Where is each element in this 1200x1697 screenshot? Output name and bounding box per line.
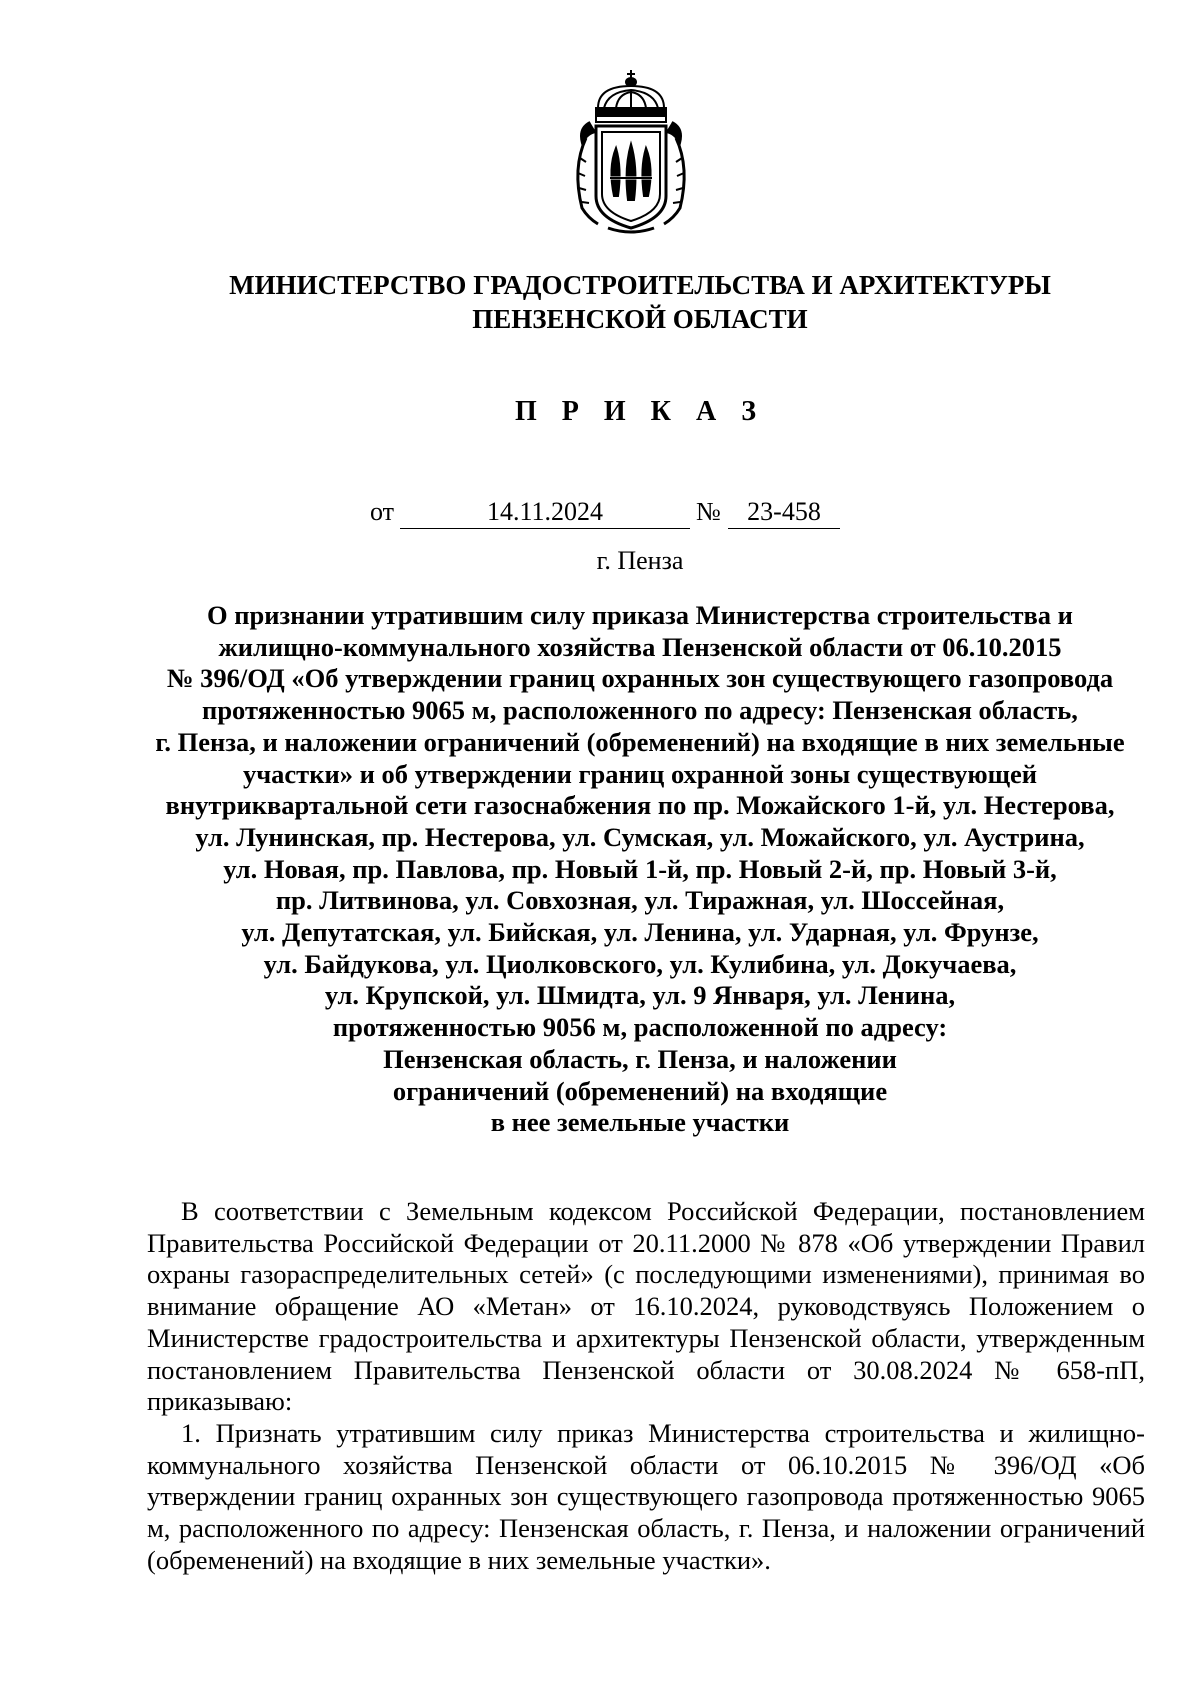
order-subject	[100, 600, 1180, 1139]
order-number: 23-458	[728, 497, 840, 529]
city-name: г. Пенза	[596, 546, 684, 575]
subject-line: Пензенская область, г. Пенза, и наложении	[383, 1043, 897, 1074]
subject-line: жилищно-коммунального хозяйства Пензенской области от 06.10.2015	[218, 631, 1062, 662]
subject-line: ул. Депутатская, ул. Бийская, ул. Ленина, ул. Ударная, ул. Фрунзе,	[241, 917, 1039, 948]
ministry-line-2: ПЕНЗЕНСКОЙ ОБЛАСТИ	[472, 304, 808, 334]
subject-line: внутриквартальной сети газоснабжения по пр. Можайского 1-й, ул. Нестерова,	[165, 790, 1115, 821]
subject-line: участки» и об утверждении границ охранной зоны существующей	[242, 758, 1038, 789]
document-type-title: П Р И К А З	[515, 396, 765, 427]
number-sign: №	[696, 497, 721, 526]
order-date-number-line	[370, 497, 840, 531]
subject-line: ограничений (обременений) на входящие	[392, 1075, 888, 1106]
ministry-line-1: МИНИСТЕРСТВО ГРАДОСТРОИТЕЛЬСТВА И АРХИТЕКТУРЫ	[229, 270, 1051, 300]
subject-line: О признании утратившим силу приказа Министерства строительства и	[207, 600, 1073, 630]
subject-line: ул. Новая, пр. Павлова, пр. Новый 1-й, пр. Новый 2-й, пр. Новый 3-й,	[223, 853, 1057, 884]
order-body	[147, 1196, 1145, 1576]
order-date: 14.11.2024	[400, 497, 690, 529]
subject-line: ул. Байдукова, ул. Циолковского, ул. Кулибина, ул. Докучаева,	[263, 948, 1017, 979]
subject-line: протяженностью 9065 м, расположенного по адресу: Пензенская область,	[202, 695, 1078, 726]
subject-line: пр. Литвинова, ул. Совхозная, ул. Тиражная, ул. Шоссейная,	[275, 885, 1005, 916]
coat-of-arms-emblem	[568, 68, 694, 234]
preamble-paragraph: В соответствии с Земельным кодексом Российской Федерации, постановлением Правительства Российской Федерации от 20.11.2000 № 878 «Об утверждении Правил охраны газораспределительных сетей» (с последующими изменениями), принимая во внимание обращение АО «Метан» от 16.10.2024, руководствуясь Положением о Министерстве градостроительства и архитектуры Пензенской области, утвержденным постановлением Правительства Пензенской области от 30.08.2024 № 658-пП, приказываю:	[147, 1196, 1145, 1417]
subject-line: г. Пенза, и наложении ограничений (обременений) на входящие в них земельные	[155, 726, 1125, 757]
date-prefix: от	[370, 497, 395, 526]
subject-line: ул. Лунинская, пр. Нестерова, ул. Сумская, ул. Можайского, ул. Аустрина,	[195, 821, 1085, 852]
ministry-name	[0, 268, 1200, 336]
subject-line: № 396/ОД «Об утверждении границ охранных зон существующего газопровода	[166, 663, 1114, 694]
subject-line: ул. Крупской, ул. Шмидта, ул. 9 Января, ул. Ленина,	[324, 980, 956, 1011]
subject-line: в нее земельные участки	[490, 1107, 790, 1138]
item-1-paragraph: 1. Признать утратившим силу приказ Министерства строительства и жилищно-коммунального хозяйства Пензенской области от 06.10.2015 № 396/ОД «Об утверждении границ охранных зон существующего газопровода протяженностью 9065 м, расположенного по адресу: Пензенская область, г. Пенза, и наложении ограничений (обременений) на входящие в них земельные участки».	[147, 1417, 1145, 1575]
subject-line: протяженностью 9056 м, расположенной по адресу:	[332, 1012, 948, 1043]
